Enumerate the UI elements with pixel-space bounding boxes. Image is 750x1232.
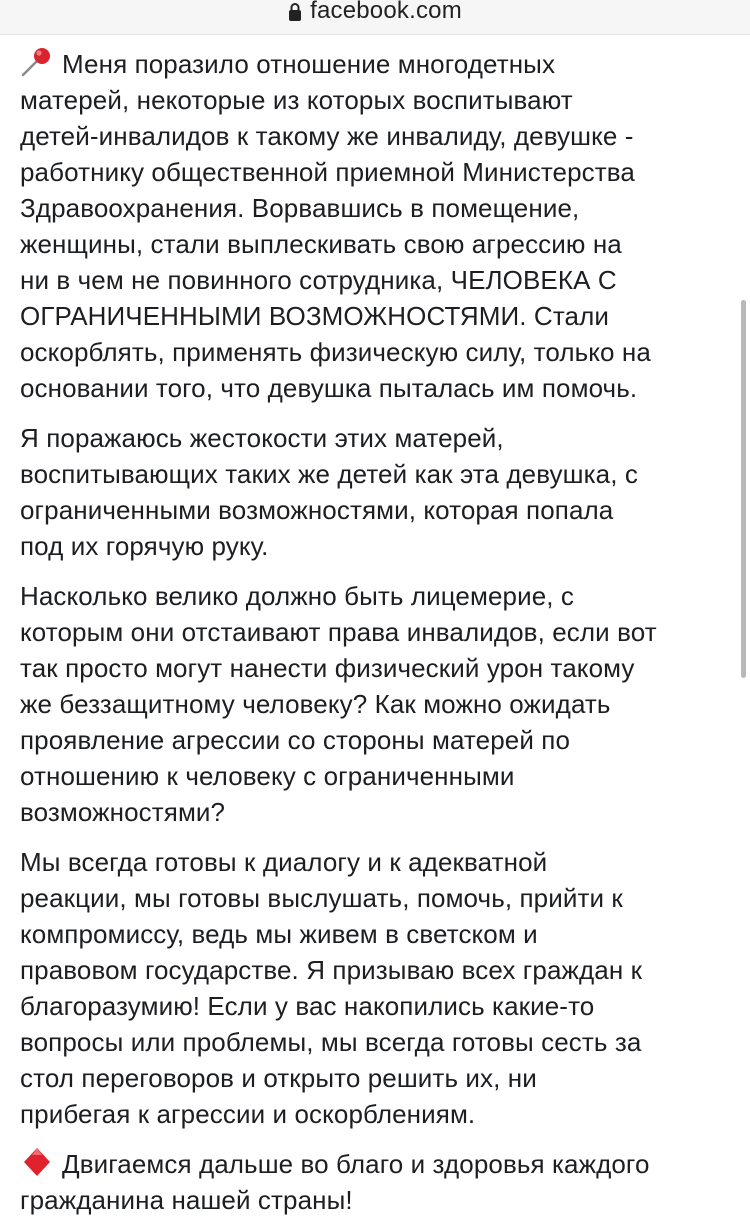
lock-icon — [288, 2, 302, 22]
text-line: которым они отстаивают права инвалидов, если вот — [20, 617, 657, 647]
text-line: основании того, что девушка пыталась им помочь. — [20, 373, 638, 403]
text-line: ОГРАНИЧЕННЫМИ ВОЗМОЖНОСТЯМИ. Стали — [20, 301, 609, 331]
text-line: детей-инвалидов к такому же инвалиду, девушке - — [20, 121, 634, 151]
paragraph-1 — [20, 46, 732, 406]
red-diamond-icon — [20, 1147, 54, 1177]
text-line: же беззащитному человеку? Как можно ожидать — [20, 689, 611, 719]
text-line: отношению к человеку с ограниченными — [20, 761, 515, 791]
text-line: матерей, некоторые из которых воспитывают — [20, 85, 573, 115]
round-pushpin-icon — [20, 47, 54, 77]
text-line: вопросы или проблемы, мы всегда готовы сесть за — [20, 1027, 642, 1057]
paragraph-4 — [20, 844, 732, 1132]
text-line: стол переговоров и открыто решить их, ни — [20, 1063, 537, 1093]
text-line: Здравоохранения. Ворвавшись в помещение, — [20, 193, 580, 223]
text-line: Меня поразило отношение многодетных — [20, 46, 732, 82]
browser-address-bar[interactable] — [0, 0, 750, 35]
address-bar-content[interactable] — [288, 0, 462, 23]
text-line: так просто могут нанести физический урон такому — [20, 653, 635, 683]
post-body — [20, 46, 732, 1232]
text-line: Я поражаюсь жестокости этих матерей, — [20, 423, 504, 453]
text-line: возможностями? — [20, 797, 226, 827]
text-line: под их горячую руку. — [20, 531, 269, 561]
text-line: Двигаемся дальше во благо и здоровья каждого — [20, 1146, 732, 1182]
text-line: Мы всегда готовы к диалогу и к адекватной — [20, 847, 548, 877]
text-line: оскорблять, применять физическую силу, только на — [20, 337, 651, 367]
text-line: прибегая к агрессии и оскорблениям. — [20, 1099, 476, 1129]
text-line: Насколько велико должно быть лицемерие, с — [20, 581, 575, 611]
text-line: гражданина нашей страны! — [20, 1185, 353, 1215]
paragraph-3 — [20, 578, 732, 830]
paragraph-2 — [20, 420, 732, 564]
text-line: компромиссу, ведь мы живем в светском и — [20, 919, 538, 949]
text-line: работнику общественной приемной Министерства — [20, 157, 635, 187]
paragraph-5 — [20, 1146, 732, 1218]
text-line: ни в чем не повинного сотрудника, ЧЕЛОВЕКА С — [20, 265, 617, 295]
text-line: реакции, мы готовы выслушать, помочь, прийти к — [20, 883, 623, 913]
text-line: проявление агрессии со стороны матерей по — [20, 725, 571, 755]
text-line: женщины, стали выплескивать свою агрессию на — [20, 229, 622, 259]
text-line: воспитывающих таких же детей как эта девушка, с — [20, 459, 638, 489]
text-line: ограниченными возможностями, которая попала — [20, 495, 614, 525]
scrollbar[interactable] — [741, 300, 746, 678]
url-text: facebook.com — [310, 0, 462, 24]
text-line: правовом государстве. Я призываю всех граждан к — [20, 955, 643, 985]
text-line: благоразумию! Если у вас накопились какие-то — [20, 991, 595, 1021]
